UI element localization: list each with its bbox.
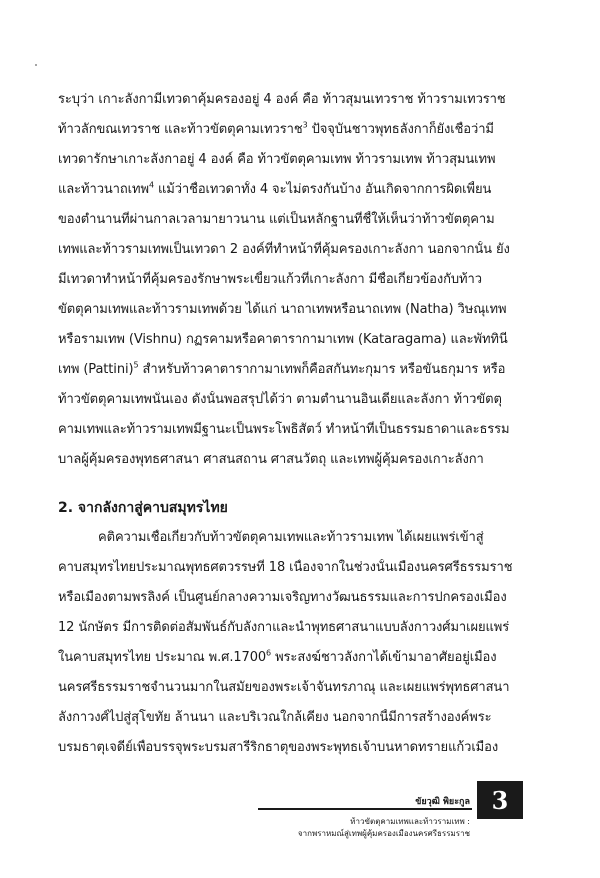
footer-divider [258,808,472,810]
body-line: หรือเมืองตามพรลิงค์ เป็นศูนย์กลางความเจริญทางวัฒนธรรมและการปกครองเมือง [58,590,507,605]
body-line: เทวดารักษาเกาะลังกาอยู่ 4 องค์ คือ ท้าวขัตตุคามเทพ ท้าวรามเทพ ท้าวสุมนเทพ [58,152,496,167]
footnote-mark: 3 [302,121,308,130]
body-line: บาลผู้คุ้มครองพุทธศาสนา ศาสนสถาน ศาสนวัตถุ และเทพผู้คุ้มครองเกาะลังกา [58,452,484,467]
body-line: หรือรามเทพ (Vishnu) กฏรคามหรือคาตารากามาเทพ (Kataragama) และพัททินี [58,332,508,347]
body-line: 12 นักษัตร มีการติดต่อสัมพันธ์กับลังกาและนำพุทธศาสนาแบบลังกาวงศ์มาเผยแพร่ [58,620,510,635]
body-line: เทพและท้าวรามเทพเป็นเทวดา 2 องค์ที่ทำหน้าที่คุ้มครองเกาะลังกา นอกจากนั้น ยัง [58,242,510,257]
section-heading: 2. จากลังกาสู่คาบสมุทรไทย [58,500,228,516]
footnote-mark: 6 [266,649,272,658]
body-line: คติความเชื่อเกี่ยวกับท้าวขัตตุคามเทพและท้าวรามเทพ ได้เผยแพร่เข้าสู่ [98,530,484,545]
page-number: 3 [477,781,523,819]
body-line: นครศรีธรรมราชจำนวนมากในสมัยของพระเจ้าจันทรภาณุ และเผยแพร่พุทธศาสนา [58,680,510,695]
body-line: และท้าวนาถเทพ$^4$ แม้ว่าชื่อเทวดาทั้ง 4 จะไม่ตรงกันบ้าง อันเกิดจากการผิดเพี้ยน [58,181,492,197]
body-line: เทพ (Pattini)$^5$ สำหรับท้าวคาตารากามาเทพก็คือสกันทะกุมาร หรือขันธกุมาร หรือ [58,361,506,377]
footer-title: ท้าวขัตตุคามเทพและท้าวรามเทพ : [350,817,470,826]
body-line: คามเทพและท้าวรามเทพมีฐานะเป็นพระโพธิสัตว์ ทำหน้าที่เป็นธรรมธาดาและธรรม [58,422,510,437]
body-line: ท้าวขัตตุคามเทพนั่นเอง ดังนั้นพอสรุปได้ว่า ตามตำนานอินเดียและลังกา ท้าวขัตตุ [58,392,502,407]
footer-subtitle: จากพราหมณ์สู่เทพผู้คุ้มครองเมืองนครศรีธรรมราช [297,829,470,838]
footnote-mark: 4 [148,181,154,190]
body-line: บรมธาตุเจดีย์เพื่อบรรจุพระบรมสารีริกธาตุของพระพุทธเจ้าบนหาดทรายแก้วเมือง [58,740,499,755]
body-line: ในคาบสมุทรไทย ประมาณ พ.ศ.1700$^6$ พระสงฆ์ชาวลังกาได้เข้ามาอาศัยอยู่เมือง [58,649,497,665]
body-line: ของตำนานที่ผ่านกาลเวลามายาวนาน แต่เป็นหลักฐานที่ชี้ให้เห็นว่าท้าวขัตตุคาม [58,212,495,227]
body-line: มีเทวดาทำหน้าที่คุ้มครองรักษาพระเขี้ยวแก้วที่เกาะลังกา มีชื่อเกี่ยวข้องกับท้าว [58,272,482,287]
body-line: ระบุว่า เกาะลังกามีเทวดาคุ้มครองอยู่ 4 องค์ คือ ท้าวสุมนเทวราช ท้าวรามเทวราช [58,92,506,107]
footnote-mark: 5 [133,361,139,370]
scan-speck [35,64,37,66]
body-line: ขัตตุคามเทพและท้าวรามเทพด้วย ได้แก่ นาถาเทพหรือนาถเทพ (Natha) วิษณุเทพ [58,302,507,317]
body-line: ลังกาวงศ์ไปสู่สุโขทัย ล้านนา และบริเวณใกล้เคียง นอกจากนี้มีการสร้างองค์พระ [58,710,492,725]
body-line: ท้าวลักขณเทวราช และท้าวขัตตุคามเทวราช$^3$ ปัจจุบันชาวพุทธลังกาก็ยังเชื่อว่ามี [58,121,494,137]
footer-author: ขัยวุฒิ พิยะกูล [415,797,470,807]
body-line: คาบสมุทรไทยประมาณพุทธศตวรรษที่ 18 เนื่องจากในช่วงนั้นเมืองนครศรีธรรมราช [58,560,513,575]
